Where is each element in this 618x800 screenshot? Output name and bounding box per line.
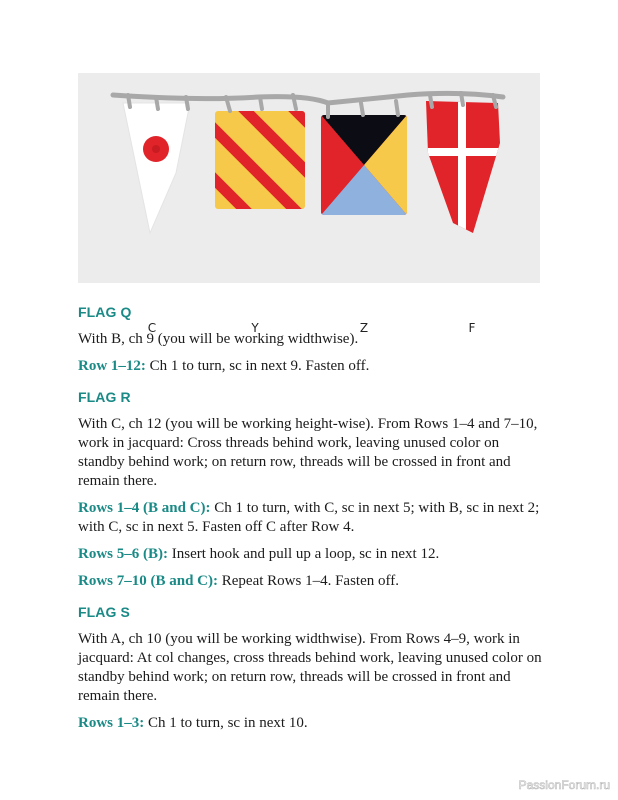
section-intro: With A, ch 10 (you will be working widthwise). From Rows 4–9, work in jacquard: At col changes, cross threads behind work, leaving unused color on standby behind work; on return row, threads will be crossed in front and remain there. — [78, 631, 542, 704]
section-heading: FLAG Q — [78, 304, 132, 320]
section-heading: FLAG R — [78, 389, 131, 405]
row-instruction — [78, 714, 548, 733]
row-label: Rows 5–6 (B): — [78, 546, 168, 562]
section-intro: With C, ch 12 (you will be working height-wise). From Rows 1–4 and 7–10, work in jacquard: Cross threads behind work, leaving unused color on standby behind work; on return row, threads will be crossed in front and remain there. — [78, 416, 538, 489]
row-text: Ch 1 to turn, sc in next 9. Fasten off. — [145, 358, 370, 374]
row-label: Row 1–12: — [78, 358, 146, 374]
section-flag-q — [78, 303, 548, 376]
row-label: Rows 7–10 (B and C): — [78, 573, 219, 589]
pattern-instructions — [78, 303, 548, 745]
flag-label-c: C — [147, 321, 157, 335]
flag-label-f: F — [468, 321, 476, 335]
watermark: PassionForum.ru — [518, 778, 610, 792]
section-flag-r — [78, 388, 548, 591]
row-instruction — [78, 545, 548, 564]
row-instruction — [78, 499, 548, 537]
section-intro: With B, ch 9 (you will be working widthwise). — [78, 331, 359, 347]
row-text: Ch 1 to turn, with C, sc in next 5; with B, sc in next 2; with C, sc in next 5. Fasten off C after Row 4. — [78, 500, 540, 535]
flag-label-y: Y — [251, 321, 259, 335]
section-heading: FLAG S — [78, 604, 130, 620]
row-label: Rows 1–3: — [78, 715, 145, 731]
row-text: Insert hook and pull up a loop, sc in next 12. — [168, 546, 440, 562]
section-flag-s — [78, 603, 548, 733]
row-text: Ch 1 to turn, sc in next 10. — [144, 715, 308, 731]
row-label: Rows 1–4 (B and C): — [78, 500, 211, 516]
row-instruction — [78, 357, 548, 376]
flag-label-z: Z — [359, 321, 369, 335]
row-text: Repeat Rows 1–4. Fasten off. — [218, 573, 399, 589]
row-instruction — [78, 572, 548, 591]
